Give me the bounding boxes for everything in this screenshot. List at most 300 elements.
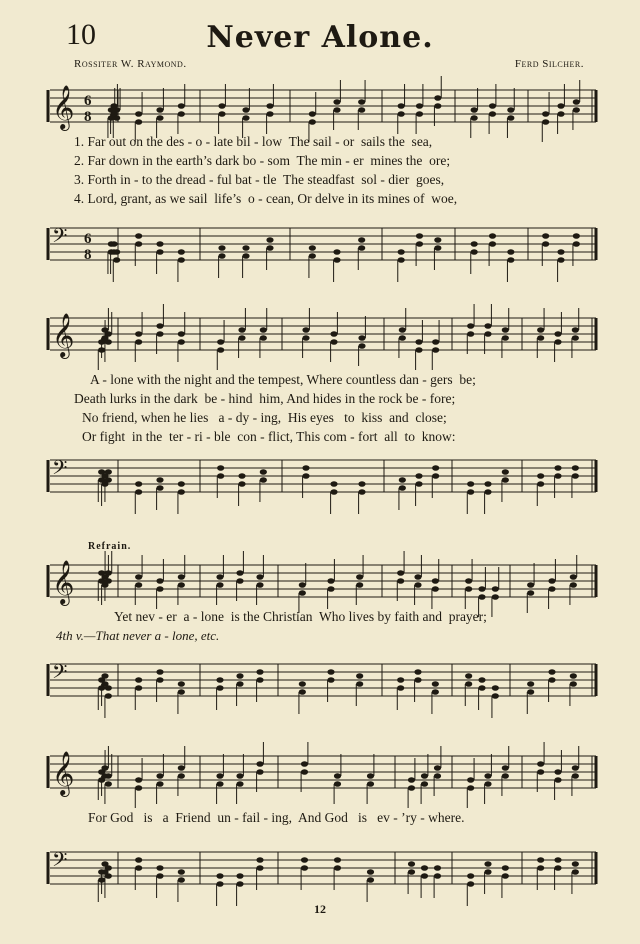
note-head <box>397 570 404 576</box>
note-head <box>236 673 243 679</box>
treble-staff-system-4 <box>0 746 640 806</box>
note-head <box>356 673 363 679</box>
note-head <box>489 111 496 117</box>
note-head <box>398 257 405 263</box>
note-head <box>432 681 439 687</box>
staff-lines <box>50 664 596 696</box>
note-head <box>301 865 308 871</box>
note-head <box>434 103 441 109</box>
note-head <box>537 857 544 863</box>
note-head <box>408 777 415 783</box>
note-head <box>216 677 223 683</box>
note-head <box>421 781 428 787</box>
treble-clef-icon: 𝄞 <box>52 751 75 795</box>
note-head <box>557 111 564 117</box>
note-head <box>537 865 544 871</box>
hymn-number: 10 <box>66 18 96 51</box>
staff-lines <box>50 228 596 260</box>
note-head <box>178 869 185 875</box>
note-head <box>397 685 404 691</box>
note-head <box>330 481 337 487</box>
note-head <box>217 339 224 345</box>
note-head <box>256 582 263 588</box>
note-head <box>236 881 243 887</box>
note-head <box>471 241 478 247</box>
note-head <box>309 245 316 251</box>
note-head <box>333 257 340 263</box>
note-head <box>467 777 474 783</box>
note-head <box>356 574 363 580</box>
note-head <box>135 582 142 588</box>
note-head <box>105 331 112 337</box>
note-head <box>108 107 115 113</box>
bass-clef-icon: 𝄢 <box>52 224 68 252</box>
note-head <box>502 327 509 333</box>
note-head <box>570 681 577 687</box>
note-head <box>554 857 561 863</box>
note-head <box>299 590 306 596</box>
note-head <box>502 765 509 771</box>
note-head <box>330 489 337 495</box>
note-head <box>434 245 441 251</box>
note-head <box>156 669 163 675</box>
treble-clef-icon: 𝄞 <box>52 560 75 604</box>
note-head <box>432 586 439 592</box>
note-head <box>432 473 439 479</box>
treble-staff-system-3 <box>0 555 640 615</box>
note-head <box>572 465 579 471</box>
note-head <box>309 111 316 117</box>
note-head <box>557 103 564 109</box>
note-head <box>570 673 577 679</box>
note-head <box>471 115 478 121</box>
note-head <box>135 119 142 125</box>
note-head <box>572 861 579 867</box>
note-head <box>434 95 441 101</box>
note-head <box>502 773 509 779</box>
note-head <box>415 481 422 487</box>
note-head <box>573 233 580 239</box>
note-head <box>467 489 474 495</box>
note-head <box>467 331 474 337</box>
staff-lines <box>50 460 596 492</box>
note-head <box>572 765 579 771</box>
note-head <box>542 119 549 125</box>
note-head <box>554 865 561 871</box>
note-head <box>242 107 249 113</box>
note-head <box>527 689 534 695</box>
note-head <box>330 331 337 337</box>
note-head <box>333 107 340 113</box>
note-head <box>302 465 309 471</box>
note-head <box>554 473 561 479</box>
note-head <box>108 241 115 247</box>
note-head <box>218 103 225 109</box>
note-head <box>434 237 441 243</box>
note-head <box>260 327 267 333</box>
note-head <box>238 481 245 487</box>
note-head <box>334 857 341 863</box>
note-head <box>358 245 365 251</box>
verse-4-refrain-note: 4th v.—That never a - lone, etc. <box>56 628 220 643</box>
note-head <box>178 877 185 883</box>
note-head <box>554 769 561 775</box>
note-head <box>399 327 406 333</box>
note-head <box>358 489 365 495</box>
note-head <box>502 873 509 879</box>
note-head <box>217 473 224 479</box>
note-head <box>216 582 223 588</box>
note-head <box>527 590 534 596</box>
note-head <box>557 249 564 255</box>
refrain-line-2: For God is a Friend un - fail - ing, And God is ev - ’ry - where. <box>88 810 465 825</box>
note-head <box>236 681 243 687</box>
note-head <box>421 865 428 871</box>
treble-clef-icon: 𝄞 <box>52 313 75 357</box>
note-head <box>397 677 404 683</box>
note-head <box>218 111 225 117</box>
note-head <box>415 339 422 345</box>
note-head <box>432 347 439 353</box>
note-head <box>492 693 499 699</box>
note-head <box>398 111 405 117</box>
note-head <box>367 877 374 883</box>
note-head <box>327 669 334 675</box>
note-head <box>135 677 142 683</box>
bass-clef-icon: 𝄢 <box>52 848 68 876</box>
note-head <box>492 594 499 600</box>
note-head <box>217 465 224 471</box>
note-head <box>467 481 474 487</box>
note-head <box>256 761 263 767</box>
note-head <box>108 115 115 121</box>
bass-staff-system-3 <box>0 654 640 714</box>
note-head <box>105 578 112 584</box>
note-head <box>101 673 108 679</box>
note-head <box>414 582 421 588</box>
note-head <box>484 861 491 867</box>
note-head <box>432 465 439 471</box>
note-head <box>178 773 185 779</box>
composer-credit: Ferd Silcher. <box>514 58 584 70</box>
note-head <box>238 473 245 479</box>
note-head <box>178 582 185 588</box>
note-head <box>135 785 142 791</box>
note-head <box>299 681 306 687</box>
note-head <box>242 115 249 121</box>
note-head <box>242 253 249 259</box>
note-head <box>414 574 421 580</box>
treble-staff-system-1 <box>0 80 640 140</box>
note-head <box>156 586 163 592</box>
note-head <box>432 689 439 695</box>
note-head <box>416 111 423 117</box>
note-head <box>492 586 499 592</box>
note-head <box>573 107 580 113</box>
note-head <box>178 103 185 109</box>
note-head <box>156 107 163 113</box>
note-head <box>135 865 142 871</box>
note-head <box>415 347 422 353</box>
note-head <box>467 881 474 887</box>
note-head <box>178 111 185 117</box>
note-head <box>416 103 423 109</box>
note-head <box>537 327 544 333</box>
note-head <box>135 233 142 239</box>
note-head <box>218 245 225 251</box>
note-head <box>507 257 514 263</box>
note-head <box>484 869 491 875</box>
note-head <box>421 873 428 879</box>
note-head <box>465 681 472 687</box>
note-head <box>105 873 112 879</box>
note-head <box>327 677 334 683</box>
note-head <box>572 327 579 333</box>
note-head <box>502 865 509 871</box>
refrain-line-1: Yet nev - er a - lone is the Christian Who lives by faith and prayer; <box>114 609 487 624</box>
note-head <box>135 111 142 117</box>
note-head <box>358 343 365 349</box>
note-head <box>178 257 185 263</box>
note-head <box>554 465 561 471</box>
note-head <box>358 107 365 113</box>
note-head <box>367 869 374 875</box>
note-head <box>471 107 478 113</box>
note-head <box>484 323 491 329</box>
time-signature-bottom: 8 <box>84 109 92 125</box>
note-head <box>156 241 163 247</box>
note-head <box>260 477 267 483</box>
verse-3-line-2: No friend, when he lies a - dy - ing, His eyes to kiss and close; <box>82 410 447 425</box>
note-head <box>135 339 142 345</box>
time-signature-bottom: 8 <box>84 247 92 263</box>
note-head <box>216 574 223 580</box>
note-head <box>554 339 561 345</box>
time-signature-top: 6 <box>84 231 92 247</box>
note-head <box>415 473 422 479</box>
note-head <box>302 335 309 341</box>
note-head <box>236 873 243 879</box>
note-head <box>573 99 580 105</box>
note-head <box>557 257 564 263</box>
note-head <box>356 582 363 588</box>
note-head <box>548 677 555 683</box>
time-signature-top: 6 <box>84 93 92 109</box>
note-head <box>334 865 341 871</box>
note-head <box>471 249 478 255</box>
staff-lines <box>50 852 596 884</box>
author-credit: Rossiter W. Raymond. <box>74 58 187 70</box>
note-head <box>156 249 163 255</box>
note-head <box>434 765 441 771</box>
note-head <box>408 785 415 791</box>
note-head <box>105 469 112 475</box>
note-head <box>467 323 474 329</box>
note-head <box>502 469 509 475</box>
note-head <box>156 331 163 337</box>
note-head <box>554 777 561 783</box>
note-head <box>358 335 365 341</box>
note-head <box>236 578 243 584</box>
note-head <box>434 873 441 879</box>
note-head <box>266 103 273 109</box>
note-head <box>178 681 185 687</box>
note-head <box>178 481 185 487</box>
note-head <box>367 773 374 779</box>
note-head <box>256 865 263 871</box>
note-head <box>216 773 223 779</box>
note-head <box>467 873 474 879</box>
note-head <box>156 865 163 871</box>
note-head <box>572 869 579 875</box>
note-head <box>178 689 185 695</box>
note-head <box>238 327 245 333</box>
note-head <box>309 253 316 259</box>
note-head <box>414 669 421 675</box>
note-head <box>108 249 115 255</box>
note-head <box>434 865 441 871</box>
note-head <box>266 237 273 243</box>
note-head <box>416 233 423 239</box>
note-head <box>266 245 273 251</box>
note-head <box>178 765 185 771</box>
note-head <box>489 241 496 247</box>
note-head <box>216 873 223 879</box>
verse-3-line-1: 3. Forth in - to the dread - ful bat - tle The steadfast sol - dier goes, <box>74 172 445 187</box>
note-head <box>156 477 163 483</box>
note-head <box>502 335 509 341</box>
note-head <box>178 331 185 337</box>
note-head <box>478 685 485 691</box>
note-head <box>492 685 499 691</box>
note-head <box>218 253 225 259</box>
treble-clef-icon: 𝄞 <box>52 85 75 129</box>
note-head <box>105 477 112 483</box>
verse-4-line-2: Or fight in the ter - ri - ble con - flict, This com - fort all to know: <box>82 429 456 444</box>
note-head <box>484 773 491 779</box>
bass-staff-system-4 <box>0 842 640 902</box>
bass-staff-system-2 <box>0 450 640 510</box>
note-head <box>537 473 544 479</box>
note-head <box>178 489 185 495</box>
note-head <box>327 578 334 584</box>
bass-clef-icon: 𝄢 <box>52 660 68 688</box>
note-head <box>484 481 491 487</box>
note-head <box>398 249 405 255</box>
note-head <box>101 765 108 771</box>
note-head <box>570 582 577 588</box>
note-head <box>135 574 142 580</box>
note-head <box>408 861 415 867</box>
note-head <box>299 582 306 588</box>
note-head <box>502 477 509 483</box>
note-head <box>356 681 363 687</box>
note-head <box>135 241 142 247</box>
note-head <box>465 673 472 679</box>
note-head <box>478 677 485 683</box>
note-head <box>135 331 142 337</box>
note-head <box>236 570 243 576</box>
note-head <box>489 103 496 109</box>
note-head <box>548 669 555 675</box>
note-head <box>156 773 163 779</box>
note-head <box>398 103 405 109</box>
bass-staff-system-1 <box>0 218 640 278</box>
verse-4-line-1: 4. Lord, grant, as we sail life’s o - cean, Or delve in its mines of woe, <box>74 191 458 206</box>
note-head <box>572 773 579 779</box>
note-head <box>572 473 579 479</box>
note-head <box>434 773 441 779</box>
note-head <box>238 335 245 341</box>
note-head <box>507 249 514 255</box>
note-head <box>178 339 185 345</box>
note-head <box>333 99 340 105</box>
note-head <box>256 574 263 580</box>
note-head <box>548 578 555 584</box>
treble-staff-system-2 <box>0 308 640 368</box>
note-head <box>260 335 267 341</box>
note-head <box>358 481 365 487</box>
note-head <box>105 339 112 345</box>
note-head <box>333 249 340 255</box>
note-head <box>399 485 406 491</box>
note-head <box>256 677 263 683</box>
note-head <box>135 481 142 487</box>
note-head <box>105 773 112 779</box>
note-head <box>542 111 549 117</box>
refrain-label: Refrain. <box>88 541 132 552</box>
note-head <box>260 469 267 475</box>
staff-lines <box>50 756 596 788</box>
note-head <box>135 857 142 863</box>
note-head <box>478 586 485 592</box>
note-head <box>105 693 112 699</box>
note-head <box>156 115 163 121</box>
note-head <box>105 685 112 691</box>
verse-1-line-2: A - lone with the night and the tempest, Where countless dan - gers be; <box>90 372 476 387</box>
note-head <box>330 339 337 345</box>
note-head <box>301 761 308 767</box>
note-head <box>489 233 496 239</box>
note-head <box>399 335 406 341</box>
note-head <box>542 241 549 247</box>
note-head <box>484 489 491 495</box>
note-head <box>135 489 142 495</box>
page-number: 12 <box>314 902 326 916</box>
note-head <box>421 773 428 779</box>
note-head <box>334 781 341 787</box>
note-head <box>216 881 223 887</box>
note-head <box>542 233 549 239</box>
note-head <box>414 677 421 683</box>
note-head <box>302 327 309 333</box>
note-head <box>465 586 472 592</box>
note-head <box>548 586 555 592</box>
note-head <box>105 570 112 576</box>
note-head <box>358 237 365 243</box>
note-head <box>256 769 263 775</box>
note-head <box>113 257 120 263</box>
note-head <box>302 473 309 479</box>
note-head <box>573 241 580 247</box>
note-head <box>309 119 316 125</box>
note-head <box>256 857 263 863</box>
note-head <box>358 99 365 105</box>
staff-lines <box>50 565 596 597</box>
note-head <box>327 586 334 592</box>
note-head <box>465 578 472 584</box>
note-head <box>301 769 308 775</box>
